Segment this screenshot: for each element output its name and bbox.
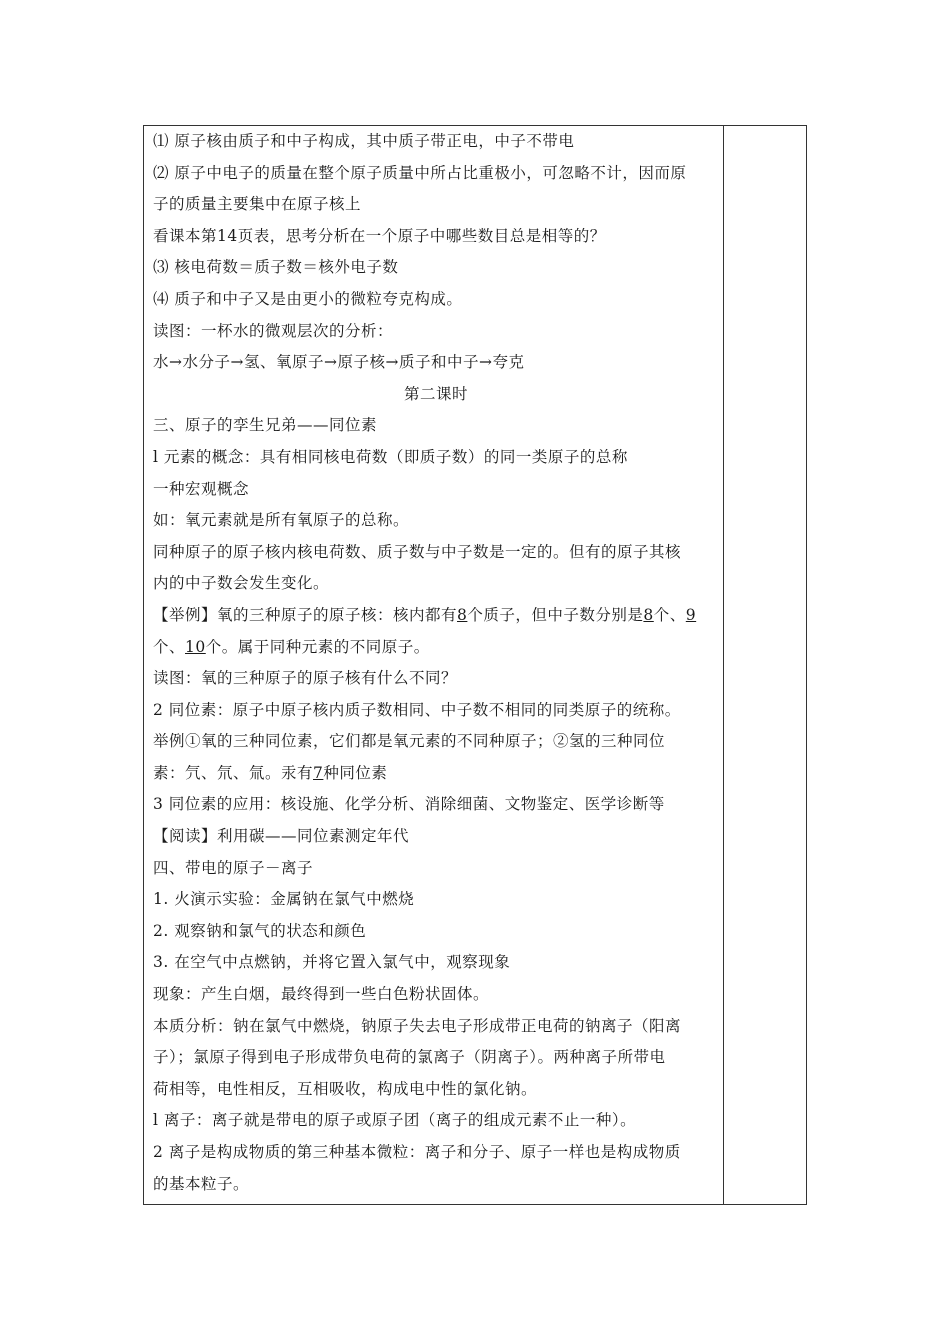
- underlined-number: 9: [685, 605, 697, 624]
- underlined-number: 7: [313, 763, 324, 782]
- example-line: [153, 600, 719, 632]
- text-line: 读图：一杯水的微观层次的分析：: [153, 321, 394, 340]
- text-segment: 个、: [153, 637, 186, 656]
- text-segment: 个、: [653, 605, 686, 624]
- text-line: 子）；氯原子得到电子形成带负电荷的氯离子（阴离子）。两种离子所带电: [153, 1048, 666, 1067]
- text-line: 本质分析：钠在氯气中燃烧，钠原子失去电子形成带正电荷的钠离子（阳离: [153, 1016, 682, 1035]
- text-line: 读图：氧的三种原子的原子核有什么不同？: [153, 669, 458, 688]
- text-line: ⑶ 核电荷数＝质子数＝核外电子数: [153, 258, 399, 277]
- text-line: 3. 在空气中点燃钠，并将它置入氯气中，观察现象: [153, 953, 511, 972]
- text-line: 子的质量主要集中在原子核上: [153, 195, 362, 214]
- text-line: 2 离子是构成物质的第三种基本微粒：离子和分子、原子一样也是构成物质: [153, 1143, 681, 1161]
- text-line: ⑷ 质子和中子又是由更小的微粒夸克构成。: [153, 289, 463, 308]
- text-line: 一种宏观概念: [153, 479, 250, 498]
- lesson-table: [143, 125, 807, 1205]
- text-line: 同种原子的原子核内核电荷数、质子数与中子数是一定的。但有的原子其核: [153, 542, 682, 561]
- text-line: ⑴ 原子核由质子和中子构成，其中质子带正电，中子不带电: [153, 132, 575, 150]
- text-line: 1. 火演示实验：金属钠在氯气中燃烧: [153, 890, 415, 909]
- text-line: 看课本第14页表，思考分析在一个原子中哪些数目总是相等的？: [153, 226, 606, 245]
- section-heading: 四、带电的原子－离子: [153, 858, 314, 877]
- text-line: 3 同位素的应用：核设施、化学分析、消除细菌、文物鉴定、医学诊断等: [153, 795, 665, 814]
- text-line: 荷相等，电性相反，互相吸收，构成电中性的氯化钠。: [153, 1079, 538, 1098]
- content-cell: [153, 126, 719, 1200]
- text-segment: 素：氕、氘、氚。汞有: [153, 763, 314, 782]
- example-line: [153, 758, 719, 790]
- text-line: 水→水分子→氢、氧原子→原子核→质子和中子→夸克: [153, 353, 525, 372]
- underlined-number: 10: [185, 637, 206, 656]
- text-line: 举例①氧的三种同位素，它们都是氧元素的不同种原子；②氢的三种同位: [153, 732, 666, 751]
- text-line: 【阅读】利用碳——同位素测定年代: [153, 827, 410, 846]
- text-line: 2 同位素：原子中原子核内质子数相同、中子数不相同的同类原子的统称。: [153, 700, 681, 719]
- example-line: [153, 632, 719, 664]
- text-line: l 元素的概念：具有相同核电荷数（即质子数）的同一类原子的总称: [153, 447, 628, 466]
- column-divider: [723, 126, 724, 1204]
- text-segment: 【举例】氧的三种原子的原子核：核内都有: [153, 605, 458, 624]
- text-segment: 个质子，但中子数分别是: [467, 605, 644, 624]
- text-line: 内的中子数会发生变化。: [153, 574, 330, 593]
- section-heading: 三、原子的孪生兄弟——同位素: [153, 416, 378, 435]
- underlined-number: 8: [457, 605, 468, 624]
- text-segment: 种同位素: [323, 763, 388, 782]
- text-segment: 个。属于同种元素的不同原子。: [205, 637, 430, 656]
- section-title: 第二课时: [403, 384, 468, 403]
- text-line: ⑵ 原子中电子的质量在整个原子质量中所占比重极小，可忽略不计，因而原: [153, 163, 687, 182]
- text-line: 现象：产生白烟，最终得到一些白色粉状固体。: [153, 985, 490, 1004]
- text-line: 2. 观察钠和氯气的状态和颜色: [153, 921, 367, 940]
- underlined-number: 8: [643, 605, 654, 624]
- text-line: 如：氧元素就是所有氧原子的总称。: [153, 511, 410, 530]
- text-line: 的基本粒子。: [153, 1174, 250, 1193]
- text-line: l 离子：离子就是带电的原子或原子团（离子的组成元素不止一种）。: [153, 1111, 637, 1130]
